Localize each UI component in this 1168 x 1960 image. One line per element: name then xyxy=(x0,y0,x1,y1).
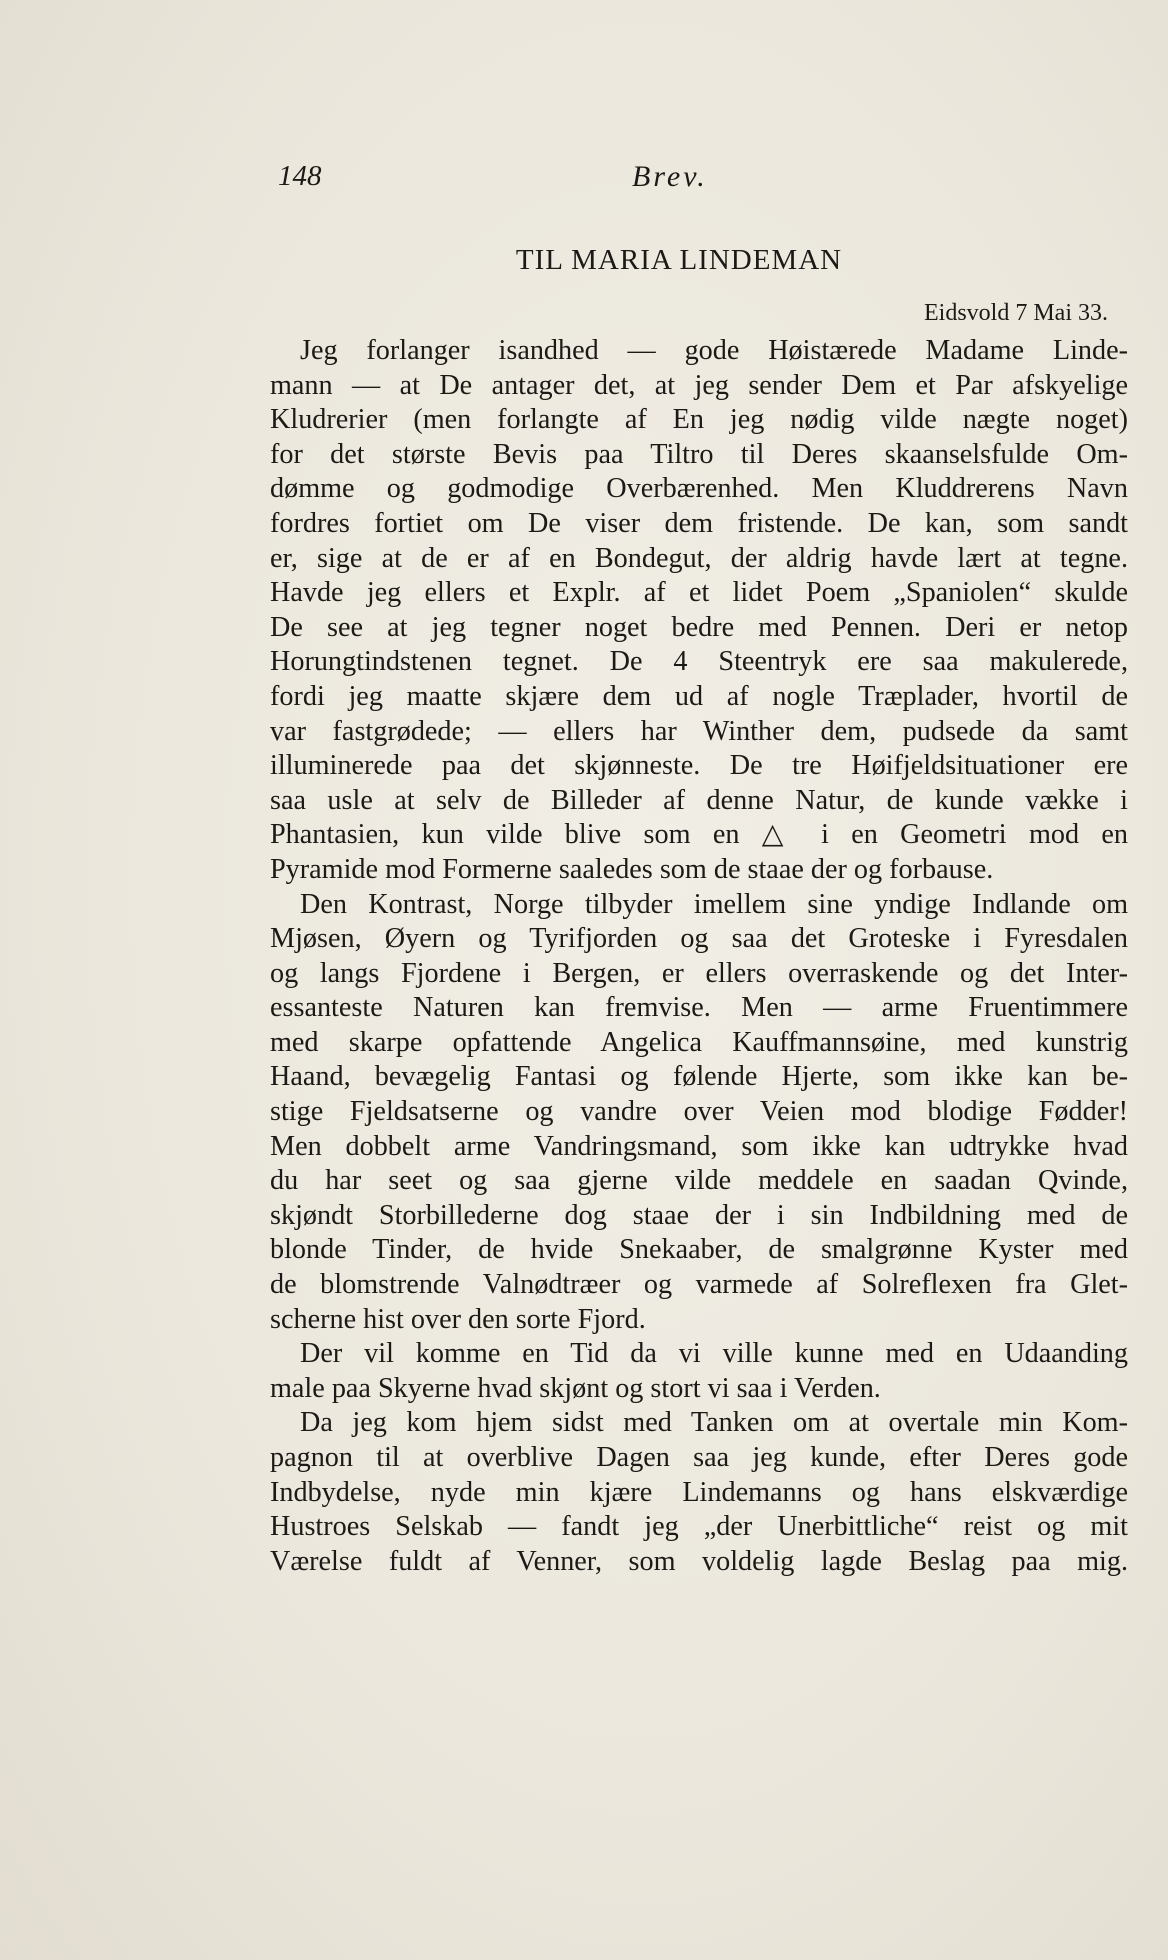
text-line: blonde Tinder, de hvide Snekaaber, de smalgrønne Kyster med xyxy=(270,1234,1128,1266)
letter-dateline: Eidsvold 7 Mai 33. xyxy=(924,300,1108,326)
letter-body xyxy=(270,334,1128,1579)
text-line: Værelse fuldt af Venner, som voldelig lagde Beslag paa mig. xyxy=(270,1545,1128,1577)
text-line: scherne hist over den sorte Fjord. xyxy=(270,1303,646,1335)
text-line: male paa Skyerne hvad skjønt og stort vi saa i Verden. xyxy=(270,1372,881,1404)
text-line: er, sige at de er af en Bondegut, der aldrig havde lært at tegne. xyxy=(270,542,1128,574)
text-line: Men dobbelt arme Vandringsmand, som ikke kan udtrykke hvad xyxy=(270,1130,1128,1162)
text-line: Horungtindstenen tegnet. De 4 Steentryk ere saa makulerede, xyxy=(270,646,1128,678)
text-line: Kludrerier (men forlangte af En jeg nødig vilde nægte noget) xyxy=(270,404,1128,436)
text-line: de blomstrende Valnødtræer og varmede af Solreflexen fra Glet- xyxy=(270,1269,1128,1301)
text-line: Haand, bevægelig Fantasi og følende Hjerte, som ikke kan be- xyxy=(270,1061,1128,1093)
text-line: illuminerede paa det skjønneste. De tre Høifjeldsituationer ere xyxy=(270,750,1128,782)
text-line: Den Kontrast, Norge tilbyder imellem sine yndige Indlande om xyxy=(300,888,1128,920)
text-line: Indbydelse, nyde min kjære Lindemanns og hans elskværdige xyxy=(270,1476,1128,1508)
text-line: og langs Fjordene i Bergen, er ellers overraskende og det Inter- xyxy=(270,957,1128,989)
text-line: fordres fortiet om De viser dem fristende. De kan, som sandt xyxy=(270,507,1128,539)
text-line: for det største Bevis paa Tiltro til Deres skaanselsfulde Om- xyxy=(270,438,1128,470)
text-line: Jeg forlanger isandhed — gode Høistærede Madame Linde- xyxy=(300,335,1128,366)
text-line: Havde jeg ellers et Explr. af et lidet Poem „Spaniolen“ skulde xyxy=(270,577,1128,609)
text-line: pagnon til at overblive Dagen saa jeg kunde, efter Deres gode xyxy=(270,1442,1128,1473)
text-line: Mjøsen, Øyern og Tyrifjorden og saa det Groteske i Fyresdalen xyxy=(270,923,1128,955)
text-line: fordi jeg maatte skjære dem ud af nogle Træplader, hvortil de xyxy=(270,680,1128,712)
text-line: De see at jeg tegner noget bedre med Pennen. Deri er netop xyxy=(270,611,1128,643)
text-line: Hustroes Selskab — fandt jeg „der Unerbittliche“ reist og mit xyxy=(270,1511,1128,1543)
text-line: du har seet og saa gjerne vilde meddele en saadan Qvinde, xyxy=(270,1165,1128,1197)
text-line: med skarpe opfattende Angelica Kauffmannsøine, med kunstrig xyxy=(270,1026,1128,1058)
text-line: stige Fjeldsatserne og vandre over Veien mod blodige Fødder! xyxy=(270,1096,1128,1128)
text-line: essanteste Naturen kan fremvise. Men — arme Fruentimmere xyxy=(270,992,1128,1024)
text-line: saa usle at selv de Billeder af denne Natur, de kunde vække i xyxy=(270,784,1128,816)
text-line: var fastgrødede; — ellers har Winther dem, pudsede da samt xyxy=(270,715,1128,747)
text-line: Der vil komme en Tid da vi ville kunne med en Udaanding xyxy=(300,1338,1128,1370)
text-line: Da jeg kom hjem sidst med Tanken om at overtale min Kom- xyxy=(300,1407,1128,1439)
text-line: Phantasien, kun vilde blive som en △ i en Geometri mod en xyxy=(270,819,1128,851)
text-line: Pyramide mod Formerne saaledes som de staae der og forbause. xyxy=(270,853,994,885)
running-title: Brev. xyxy=(632,160,708,193)
page-number: 148 xyxy=(278,160,322,192)
text-line: dømme og godmodige Overbærenhed. Men Kluddrerens Navn xyxy=(270,473,1128,505)
text-line: skjøndt Storbillederne dog staae der i sin Indbildning med de xyxy=(270,1199,1128,1231)
text-line: mann — at De antager det, at jeg sender Dem et Par afskyelige xyxy=(270,369,1128,401)
running-head xyxy=(278,160,1138,200)
letter-title: TIL MARIA LINDEMAN xyxy=(515,244,843,276)
